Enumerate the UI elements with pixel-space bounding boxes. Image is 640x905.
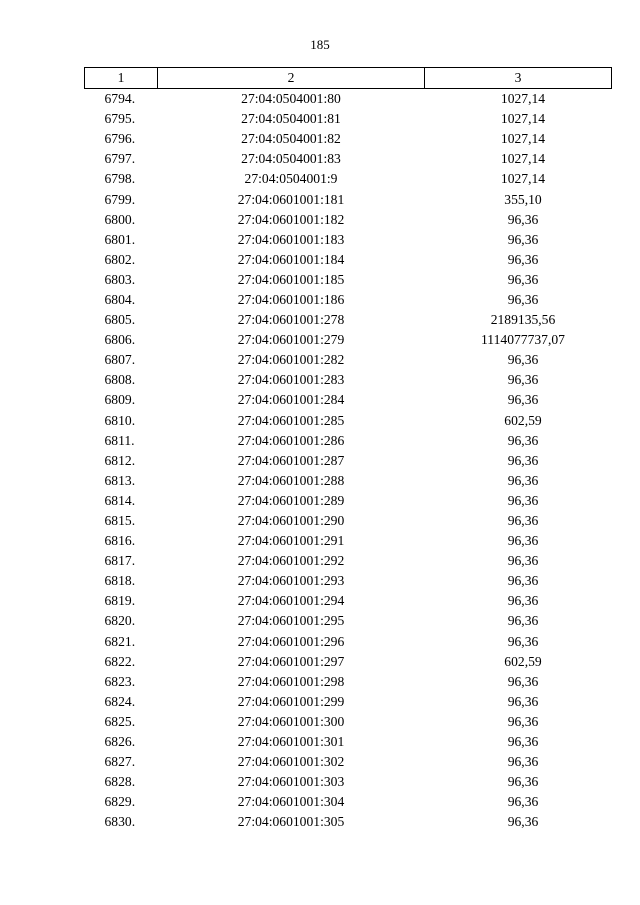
row-number: 6797.: [104, 151, 136, 167]
table-row: [85, 290, 612, 310]
cadastral-number: 27:04:0601001:283: [237, 372, 345, 388]
table-row: [85, 531, 612, 551]
row-value: 2189135,56: [490, 312, 556, 328]
page-number: 185: [310, 37, 330, 52]
table-row: [85, 270, 612, 290]
cadastral-number: 27:04:0504001:82: [241, 131, 341, 147]
row-number: 6806.: [104, 332, 136, 348]
header-col-3: 3: [425, 68, 612, 89]
row-number: 6827.: [104, 754, 136, 770]
table-row: [85, 632, 612, 652]
row-number: 6817.: [104, 553, 136, 569]
table-row: [85, 772, 612, 792]
table-row: [85, 169, 612, 189]
table-row: [85, 390, 612, 410]
table-row: [85, 250, 612, 270]
row-number: 6799.: [104, 191, 136, 207]
header-col-2: 2: [158, 68, 425, 89]
row-value: 1114077737,07: [481, 332, 565, 348]
cadastral-number: 27:04:0601001:279: [237, 332, 345, 348]
cadastral-number: 27:04:0601001:299: [237, 693, 345, 709]
row-value: 1027,14: [500, 151, 546, 167]
cadastral-number: 27:04:0504001:9: [244, 171, 338, 187]
cadastral-number: 27:04:0601001:294: [237, 593, 345, 609]
row-number: 6814.: [104, 492, 136, 508]
row-number: 6809.: [104, 392, 136, 408]
row-value: 96,36: [507, 211, 539, 227]
cadastral-number: 27:04:0601001:295: [237, 613, 345, 629]
row-number: 6812.: [104, 452, 136, 468]
cadastral-number: 27:04:0601001:296: [237, 633, 345, 649]
cadastral-number: 27:04:0601001:291: [237, 533, 345, 549]
row-value: 96,36: [507, 432, 539, 448]
table-row: [85, 571, 612, 591]
row-number: 6822.: [104, 653, 136, 669]
cadastral-number: 27:04:0601001:298: [237, 673, 345, 689]
row-value: 96,36: [507, 713, 539, 729]
cadastral-number: 27:04:0601001:287: [237, 452, 345, 468]
cadastral-number: 27:04:0504001:80: [241, 91, 341, 107]
cadastral-number: 27:04:0601001:278: [237, 312, 345, 328]
cadastral-number: 27:04:0601001:184: [237, 251, 345, 267]
table-row: [85, 591, 612, 611]
row-number: 6819.: [104, 593, 136, 609]
table-row: [85, 230, 612, 250]
row-value: 602,59: [504, 412, 542, 428]
row-value: 96,36: [507, 251, 539, 267]
table-row: [85, 611, 612, 631]
table-row: [85, 431, 612, 451]
table-row: [85, 551, 612, 571]
row-number: 6796.: [104, 131, 136, 147]
table-row: [85, 712, 612, 732]
row-number: 6829.: [104, 794, 136, 810]
row-number: 6805.: [104, 312, 136, 328]
row-value: 96,36: [507, 472, 539, 488]
cadastral-number: 27:04:0504001:81: [241, 111, 341, 127]
header-row: [85, 68, 612, 89]
table-row: [85, 210, 612, 230]
cadastral-number: 27:04:0601001:300: [237, 713, 345, 729]
table-row: [85, 89, 612, 110]
row-value: 1027,14: [500, 131, 546, 147]
cadastral-number: 27:04:0504001:83: [241, 151, 341, 167]
cadastral-number: 27:04:0601001:186: [237, 291, 345, 307]
row-value: 96,36: [507, 633, 539, 649]
table-row: [85, 149, 612, 169]
cadastral-number: 27:04:0601001:301: [237, 734, 345, 750]
table-row: [85, 350, 612, 370]
row-value: 96,36: [507, 593, 539, 609]
cadastral-number: 27:04:0601001:305: [237, 814, 345, 830]
table-row: [85, 792, 612, 812]
row-number: 6828.: [104, 774, 136, 790]
table-row: [85, 411, 612, 431]
cadastral-number: 27:04:0601001:183: [237, 231, 345, 247]
row-value: 96,36: [507, 774, 539, 790]
cadastral-table: [84, 67, 612, 832]
cadastral-number: 27:04:0601001:288: [237, 472, 345, 488]
row-number: 6801.: [104, 231, 136, 247]
row-value: 96,36: [507, 231, 539, 247]
table-row: [85, 511, 612, 531]
row-value: 96,36: [507, 573, 539, 589]
row-number: 6795.: [104, 111, 136, 127]
cadastral-number: 27:04:0601001:297: [237, 653, 345, 669]
row-value: 96,36: [507, 271, 539, 287]
row-number: 6800.: [104, 211, 136, 227]
row-number: 6816.: [104, 533, 136, 549]
table-row: [85, 129, 612, 149]
cadastral-number: 27:04:0601001:282: [237, 352, 345, 368]
row-number: 6815.: [104, 513, 136, 529]
row-number: 6813.: [104, 472, 136, 488]
cadastral-number: 27:04:0601001:304: [237, 794, 345, 810]
table-row: [85, 692, 612, 712]
table-header: [85, 68, 612, 89]
cadastral-number: 27:04:0601001:292: [237, 553, 345, 569]
table-row: [85, 330, 612, 350]
row-value: 96,36: [507, 693, 539, 709]
row-value: 1027,14: [500, 91, 546, 107]
row-number: 6826.: [104, 734, 136, 750]
table-row: [85, 491, 612, 511]
table-row: [85, 672, 612, 692]
row-value: 355,10: [504, 191, 542, 207]
row-value: 96,36: [507, 492, 539, 508]
row-number: 6811.: [104, 432, 135, 448]
row-number: 6798.: [104, 171, 136, 187]
cadastral-number: 27:04:0601001:303: [237, 774, 345, 790]
row-value: 96,36: [507, 613, 539, 629]
row-number: 6794.: [104, 91, 136, 107]
table-row: [85, 752, 612, 772]
table-row: [85, 370, 612, 390]
cadastral-number: 27:04:0601001:284: [237, 392, 345, 408]
cadastral-number: 27:04:0601001:302: [237, 754, 345, 770]
row-value: 96,36: [507, 452, 539, 468]
cadastral-number: 27:04:0601001:289: [237, 492, 345, 508]
table-body: [85, 89, 612, 833]
row-value: 96,36: [507, 814, 539, 830]
row-value: 1027,14: [500, 111, 546, 127]
row-value: 96,36: [507, 553, 539, 569]
table-row: [85, 471, 612, 491]
row-number: 6804.: [104, 291, 136, 307]
row-number: 6821.: [104, 633, 136, 649]
row-number: 6810.: [104, 412, 136, 428]
row-number: 6818.: [104, 573, 136, 589]
table-row: [85, 732, 612, 752]
row-value: 96,36: [507, 352, 539, 368]
table-row: [85, 812, 612, 832]
table-row: [85, 652, 612, 672]
cadastral-number: 27:04:0601001:182: [237, 211, 345, 227]
table-row: [85, 451, 612, 471]
cadastral-number: 27:04:0601001:290: [237, 513, 345, 529]
table-row: [85, 109, 612, 129]
row-value: 96,36: [507, 754, 539, 770]
cadastral-number: 27:04:0601001:185: [237, 271, 345, 287]
row-number: 6825.: [104, 713, 136, 729]
row-number: 6807.: [104, 352, 136, 368]
cadastral-number: 27:04:0601001:286: [237, 432, 345, 448]
row-value: 96,36: [507, 372, 539, 388]
row-number: 6824.: [104, 693, 136, 709]
row-number: 6802.: [104, 251, 136, 267]
row-value: 96,36: [507, 513, 539, 529]
row-value: 602,59: [504, 653, 542, 669]
row-number: 6808.: [104, 372, 136, 388]
cadastral-number: 27:04:0601001:285: [237, 412, 345, 428]
row-value: 96,36: [507, 533, 539, 549]
row-value: 96,36: [507, 291, 539, 307]
row-value: 96,36: [507, 794, 539, 810]
header-col-1: 1: [85, 68, 158, 89]
cadastral-number: 27:04:0601001:293: [237, 573, 345, 589]
table-row: [85, 189, 612, 209]
row-number: 6830.: [104, 814, 136, 830]
row-value: 96,36: [507, 673, 539, 689]
row-value: 96,36: [507, 392, 539, 408]
cadastral-number: 27:04:0601001:181: [237, 191, 345, 207]
table-row: [85, 310, 612, 330]
row-number: 6803.: [104, 271, 136, 287]
row-value: 1027,14: [500, 171, 546, 187]
row-number: 6820.: [104, 613, 136, 629]
row-number: 6823.: [104, 673, 136, 689]
row-value: 96,36: [507, 734, 539, 750]
